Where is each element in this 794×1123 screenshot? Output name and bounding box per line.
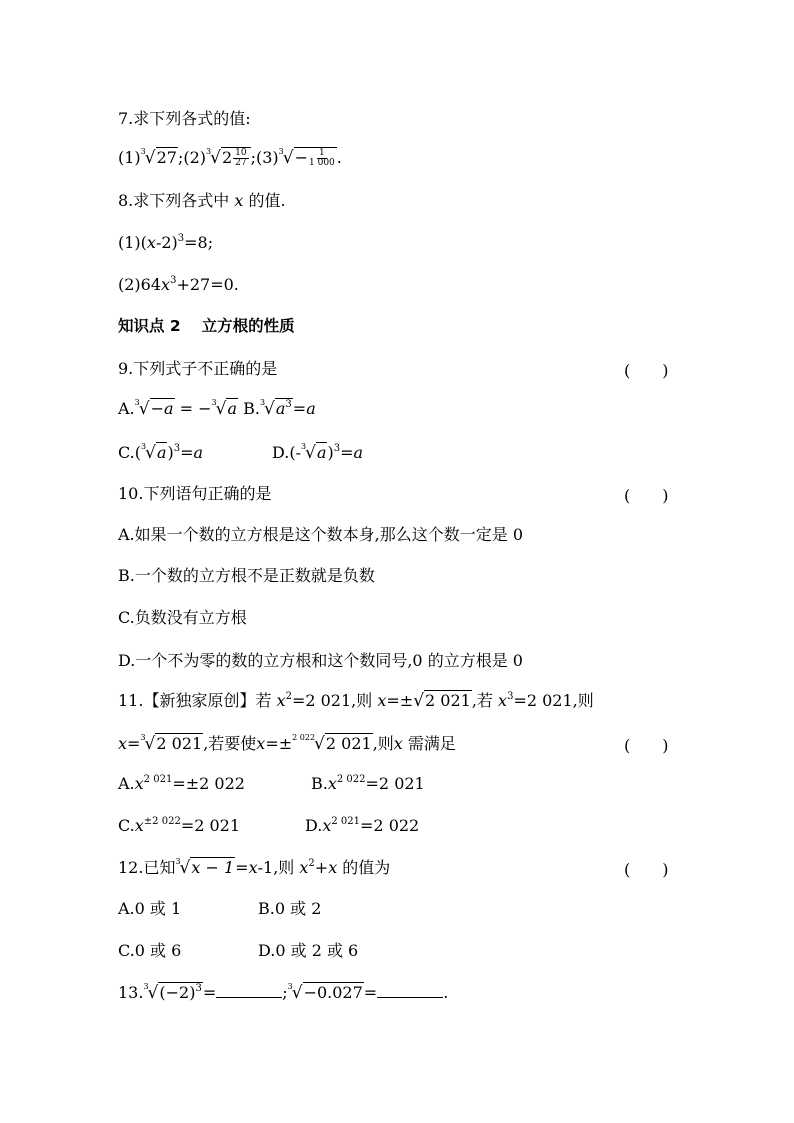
q9-answer-paren: ( ): [624, 361, 669, 380]
q9-options-ab: A.$^3$√−a = −$^3$√a $B.^3√a^3=a$: [118, 398, 316, 419]
q10-answer-paren: ( ): [624, 486, 669, 505]
cube-root-27: $^3$√27: [140, 147, 177, 168]
q11-option-b: $B.x^{2 022}=2$ 021: [311, 774, 425, 793]
q10-option-d: D.一个不为零的数的立方根和这个数同号,0 的立方根是 0: [118, 651, 523, 670]
cube-root-mixed: $^3$√2 $\frac{10}{27}$: [206, 147, 251, 169]
q11-answer-paren: ( ): [624, 736, 669, 755]
q8-stem: 8.求下列各式中 x 的值.: [118, 191, 286, 210]
q10-stem: 10.下列语句正确的是: [118, 484, 272, 503]
answer-blank-1[interactable]: [216, 983, 282, 998]
q11-option-d: $D.x^{2 021}=2$ 022: [305, 816, 420, 835]
q10-option-a: A.如果一个数的立方根是这个数本身,那么这个数一定是 0: [118, 525, 523, 544]
q7-parts: $(1)^3√27;(2)^3√2$ $\frac{10}{27}$ $;(3)^3√-$ $\frac{1}{1 000}$ .: [118, 147, 342, 168]
section-heading: 知识点 2 立方根的性质: [118, 317, 295, 335]
q10-option-c: C.负数没有立方根: [118, 608, 247, 627]
q11-option-a: $A.x^{2 021}=\pm 2$ 022: [118, 774, 245, 793]
q11-option-c: $C.x^{\pm 2 022}=2$ 021: [118, 816, 241, 835]
q12-answer-paren: ( ): [624, 860, 669, 879]
q12-option-c: C.0 或 6: [118, 941, 182, 960]
q12-stem: 12.已知$^3$√x − 1=x-1,则 $x^2+x$ 的值为: [118, 857, 391, 878]
q8-part2: $(2)64x^3+27=0$.: [118, 275, 239, 294]
cube-root-neg-frac: $^3$√− $\frac{1}{1 000}$: [278, 147, 335, 168]
q11-line1: 11.【新独家原创】若 $x^2=2$ 021,则 x=±√2 021,若 $x^3=2$ 021,则: [118, 691, 594, 711]
answer-blank-2[interactable]: [377, 983, 443, 998]
q7-stem: 7.求下列各式的值:: [118, 109, 251, 128]
q13-stem: $13.^3√(-2)^3=$ ;$^3$√−0.027= .: [118, 982, 449, 1003]
q10-option-b: B.一个数的立方根不是正数就是负数: [118, 566, 375, 585]
q12-option-b: B.0 或 2: [258, 899, 322, 918]
q9-option-d: $D.(-^3√a)^3=a$: [272, 442, 364, 463]
q12-option-a: A.0 或 1: [118, 899, 182, 918]
q11-line2: x=$^3$√2 021,若要使x=±$^{2 022}$√2 021,则x 需满足: [118, 733, 456, 754]
q9-stem: 9.下列式子不正确的是: [118, 359, 278, 378]
q12-option-d: D.0 或 2 或 6: [258, 941, 359, 960]
q8-part1: $(1)(x-2)^3=8$;: [118, 233, 214, 252]
q9-option-c: $C.(^3√a)^3=a$: [118, 442, 204, 463]
